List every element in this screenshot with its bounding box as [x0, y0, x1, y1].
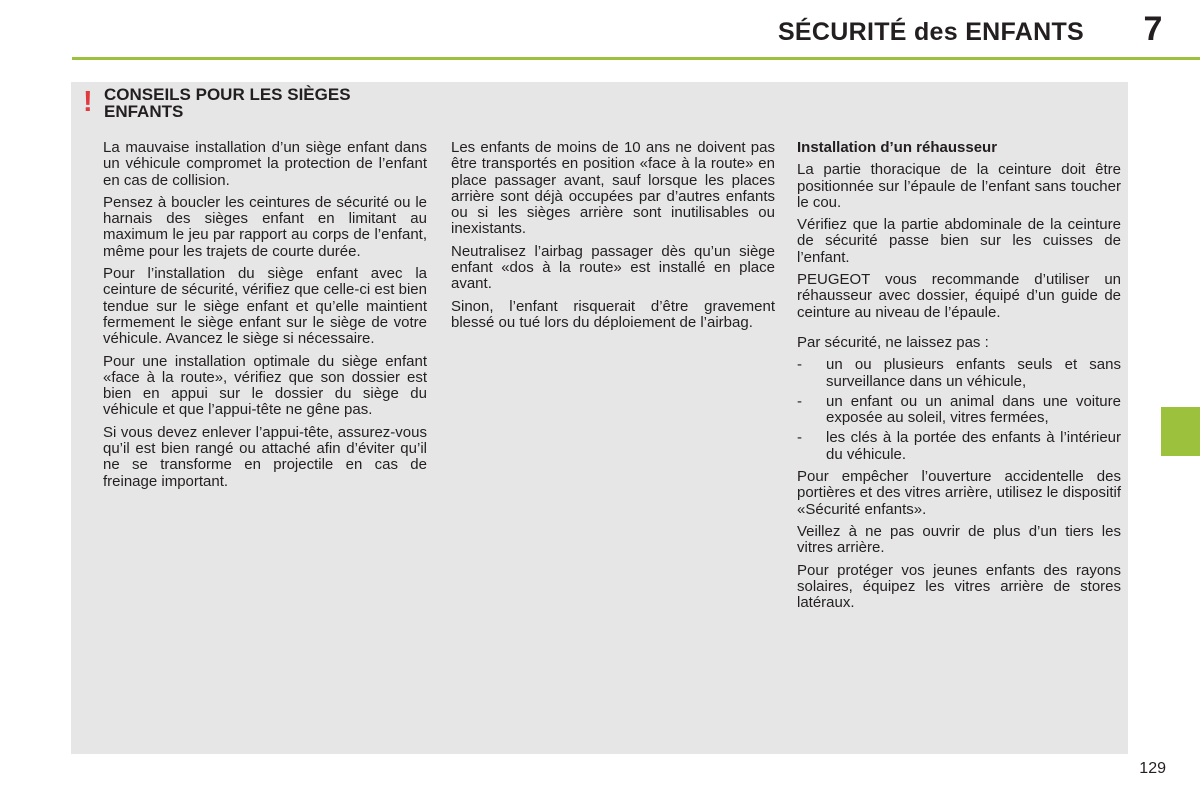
subheading: Installation d’un réhausseur — [797, 139, 998, 156]
chapter-tab — [1161, 407, 1200, 456]
section-heading: CONSEILS POUR LES SIÈGES ENFANTS — [104, 85, 351, 121]
page-title: SÉCURITÉ des ENFANTS — [777, 18, 1084, 46]
paragraph: Sinon, l’enfant risquerait d’être gravement blessé ou tué lors du déploiement de l’airbag. — [451, 297, 775, 331]
paragraph: Pour l’installation du siège enfant avec la ceinture de sécurité, vérifiez que celle-ci est bien tendue sur le siège enfant et qu’elle maintient fermement le siège enfant sur le siège de votre véhicule. Avancez le siège si nécessaire. — [103, 265, 427, 348]
exclamation-icon: ! — [83, 86, 93, 118]
paragraph: La partie thoracique de la ceinture doit être positionnée sur l’épaule de l’enfant sans toucher le cou. — [797, 161, 1121, 211]
paragraph: Pensez à boucler les ceintures de sécurité ou le harnais des sièges enfant en limitant au maximum le jeu par rapport au corps de l’enfant, même pour les trajets de courte durée. — [103, 193, 427, 260]
paragraph: Si vous devez enlever l’appui-tête, assurez-vous qu’il est bien rangé ou attaché afin d’éviter qu’il ne se transforme en projectile en cas de freinage important. — [103, 423, 427, 490]
paragraph: PEUGEOT vous recommande d’utiliser un réhausseur avec dossier, équipé d’un guide de ceinture au niveau de l’épaule. — [797, 271, 1121, 321]
paragraph: Pour une installation optimale du siège enfant «face à la route», vérifiez que son dossier est bien en appui sur le dossier du siège du véhicule et que l’appui-tête ne gêne pas. — [103, 352, 427, 419]
paragraph: Neutralisez l’airbag passager dès qu’un siège enfant «dos à la route» est installé en place avant. — [451, 242, 775, 293]
list-item: - un enfant ou un animal dans une voiture exposée au soleil, vitres fermées, — [797, 394, 1121, 427]
list-item: - un ou plusieurs enfants seuls et sans surveillance dans un véhicule, — [797, 357, 1121, 390]
list-intro: Par sécurité, ne laissez pas : — [797, 333, 989, 351]
header-rule — [72, 57, 1200, 60]
paragraph: Vérifiez que la partie abdominale de la ceinture de sécurité passe bien sur les cuisses de l’enfant. — [797, 216, 1121, 266]
paragraph: Pour empêcher l’ouverture accidentelle des portières et des vitres arrière, utilisez le dispositif «Sécurité enfants». — [797, 468, 1121, 518]
list-item: - les clés à la portée des enfants à l’intérieur du véhicule. — [797, 430, 1121, 463]
column-2 — [451, 140, 775, 337]
paragraph: Les enfants de moins de 10 ans ne doivent pas être transportés en position «face à la route» en place passager avant, sauf lorsque les places arrière sont déjà occupées par d’autres enfants ou si les sièges arrière sont inutilisables ou inexistants. — [451, 139, 775, 238]
column-1 — [103, 140, 427, 496]
safety-list — [797, 357, 1121, 463]
page-number: 129 — [1139, 760, 1166, 777]
paragraph: Pour protéger vos jeunes enfants des rayons solaires, équipez les vitres arrière de stores latéraux. — [797, 561, 1121, 612]
paragraph: Veillez à ne pas ouvrir de plus d’un tiers les vitres arrière. — [797, 522, 1121, 557]
chapter-number: 7 — [1143, 10, 1163, 48]
column-3 — [797, 140, 1121, 617]
paragraph: La mauvaise installation d’un siège enfant dans un véhicule compromet la protection de l’enfant en cas de collision. — [103, 139, 427, 189]
